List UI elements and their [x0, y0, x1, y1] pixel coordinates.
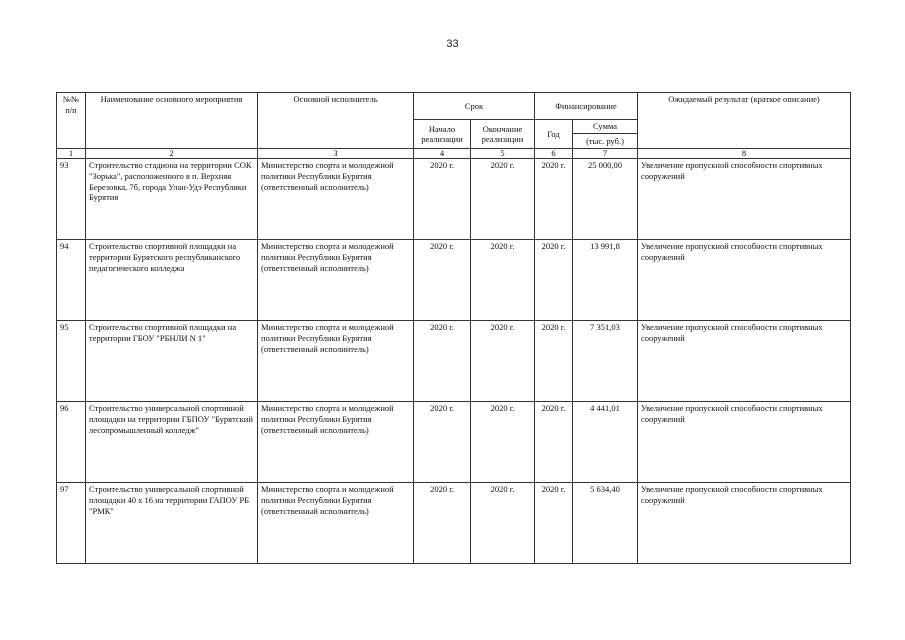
row-result: Увеличение пропускной способности спортивных сооружений: [638, 402, 851, 483]
column-number: 8: [638, 149, 851, 159]
row-name: Строительство универсальной спортивной площадки 40 x 16 на территории ГАПОУ РБ "РМК": [86, 483, 258, 564]
row-start: 2020 г.: [414, 240, 471, 321]
row-year: 2020 г.: [535, 240, 573, 321]
column-numbers-row: [57, 149, 851, 159]
row-name: Строительство спортивной площадки на территории ГБОУ "РБНЛИ N 1": [86, 321, 258, 402]
column-number: 1: [57, 149, 86, 159]
header-num: №№ п/п: [57, 93, 86, 149]
column-number: 6: [535, 149, 573, 159]
row-result: Увеличение пропускной способности спортивных сооружений: [638, 159, 851, 240]
row-start: 2020 г.: [414, 321, 471, 402]
header-sum-cell: [573, 120, 638, 149]
table-header: [57, 93, 851, 159]
row-sum: 25 000,00: [573, 159, 638, 240]
page-number: 33: [446, 38, 459, 50]
header-year: Год: [535, 120, 573, 149]
row-result: Увеличение пропускной способности спортивных сооружений: [638, 240, 851, 321]
header-start: Начало реализации: [414, 120, 471, 149]
row-num: 94: [57, 240, 86, 321]
row-name: Строительство универсальной спортивной площадки на территории ГБПОУ "Бурятский лесопромышленный колледж": [86, 402, 258, 483]
header-name: Наименование основного мероприятия: [86, 93, 258, 149]
header-end: Окончание реализации: [471, 120, 535, 149]
row-start: 2020 г.: [414, 402, 471, 483]
header-sum: Сумма: [573, 120, 637, 134]
row-year: 2020 г.: [535, 402, 573, 483]
row-name: Строительство стадиона на территории СОК "Зорька", расположенного в п. Верхняя Березовка, 7б, города Улан-Удэ Республики Бурятия: [86, 159, 258, 240]
row-start: 2020 г.: [414, 483, 471, 564]
table-row: [57, 402, 851, 483]
row-result: Увеличение пропускной способности спортивных сооружений: [638, 483, 851, 564]
header-financing: Финансирование: [535, 93, 638, 120]
row-executor: Министерство спорта и молодежной политики Республики Бурятия (ответственный исполнитель): [258, 159, 414, 240]
row-year: 2020 г.: [535, 321, 573, 402]
row-num: 96: [57, 402, 86, 483]
table-row: [57, 240, 851, 321]
row-num: 97: [57, 483, 86, 564]
column-number: 2: [86, 149, 258, 159]
row-executor: Министерство спорта и молодежной политики Республики Бурятия (ответственный исполнитель): [258, 402, 414, 483]
table-row: [57, 321, 851, 402]
row-end: 2020 г.: [471, 321, 535, 402]
column-number: 7: [573, 149, 638, 159]
header-result: Ожидаемый результат (краткое описание): [638, 93, 851, 149]
header-row-1: [57, 93, 851, 120]
table-body: [57, 159, 851, 564]
row-year: 2020 г.: [535, 483, 573, 564]
header-executor: Основной исполнитель: [258, 93, 414, 149]
row-num: 95: [57, 321, 86, 402]
row-end: 2020 г.: [471, 402, 535, 483]
row-executor: Министерство спорта и молодежной политики Республики Бурятия (ответственный исполнитель): [258, 321, 414, 402]
row-end: 2020 г.: [471, 240, 535, 321]
row-name: Строительство спортивной площадки на территории Бурятского республиканского педагогического колледжа: [86, 240, 258, 321]
row-year: 2020 г.: [535, 159, 573, 240]
row-result: Увеличение пропускной способности спортивных сооружений: [638, 321, 851, 402]
measures-table: [56, 92, 851, 564]
row-end: 2020 г.: [471, 159, 535, 240]
column-number: 4: [414, 149, 471, 159]
row-start: 2020 г.: [414, 159, 471, 240]
table-row: [57, 159, 851, 240]
row-executor: Министерство спорта и молодежной политики Республики Бурятия (ответственный исполнитель): [258, 240, 414, 321]
column-number: 3: [258, 149, 414, 159]
column-number: 5: [471, 149, 535, 159]
row-end: 2020 г.: [471, 483, 535, 564]
row-executor: Министерство спорта и молодежной политики Республики Бурятия (ответственный исполнитель): [258, 483, 414, 564]
row-sum: 4 441,01: [573, 402, 638, 483]
row-num: 93: [57, 159, 86, 240]
row-sum: 5 634,40: [573, 483, 638, 564]
row-sum: 7 351,03: [573, 321, 638, 402]
header-sum-unit: (тыс. руб.): [586, 135, 624, 146]
table-row: [57, 483, 851, 564]
header-term: Срок: [414, 93, 535, 120]
row-sum: 13 991,8: [573, 240, 638, 321]
